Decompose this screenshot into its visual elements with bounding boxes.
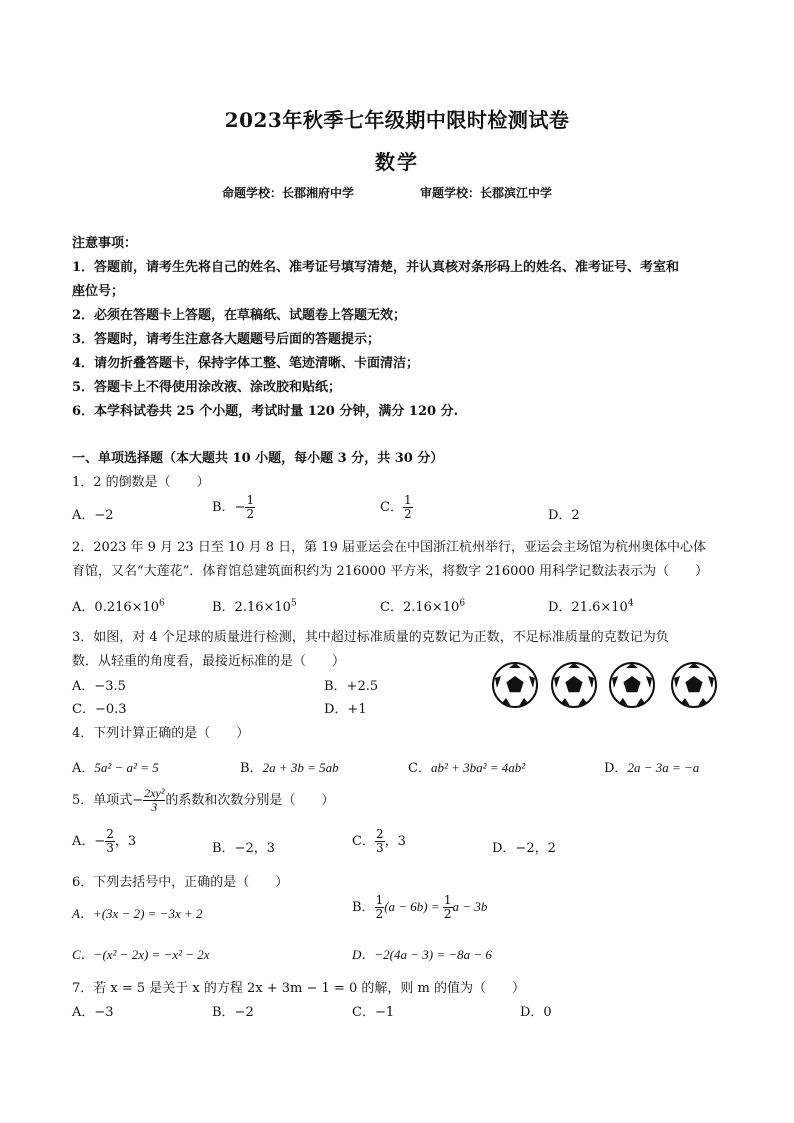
q7-option-d: D．0 (520, 1005, 552, 1020)
note-item: 6．本学科试卷共 25 个小题，考试时量 120 分钟，满分 120 分. (72, 404, 459, 419)
soccer-ball-icon (552, 663, 596, 707)
q6-option-c: C．−(x² − 2x) = −x² − 2x (72, 947, 210, 962)
q2-option-c: C．$2.16\times 10^6$ (380, 598, 466, 615)
q1-option-c: C． $\frac{1}{2}$ (380, 493, 412, 521)
exam-subject: 数学 (375, 150, 419, 174)
q3-option-b: B．+2.5 (324, 679, 379, 694)
question-5-stem: 5．单项式− $\frac{\text{2xy²}}{3}$ 的系数和次数分别是（ ） (72, 786, 335, 814)
note-item: 1．答题前，请考生先将自己的姓名、准考证号填写清楚，并认真核对条形码上的姓名、准考证号、考室和 (72, 260, 680, 275)
question-3-line1: 3．如图，对 4 个足球的质量进行检测，其中超过标准质量的克数记为正数，不足标准质量的克数记为负 (72, 630, 669, 645)
question-4-stem: 4．下列计算正确的是（ ） (72, 726, 250, 741)
note-item: 座位号； (72, 284, 125, 299)
section-heading: 一、单项选择题（本大题共 10 小题，每小题 3 分，共 30 分） (72, 451, 444, 466)
soccer-balls-figure (490, 660, 730, 710)
question-1-stem: 1．2 的倒数是（ ） (72, 475, 210, 490)
note-item: 2．必须在答题卡上答题，在草稿纸、试题卷上答题无效； (72, 308, 407, 323)
q3-option-c: C．−0.3 (72, 702, 127, 717)
q4-option-d: D．2a − 3a = −a (604, 760, 700, 776)
q4-option-c: C．ab² + 3ba² = 4ab² (408, 760, 526, 776)
soccer-ball-icon (610, 663, 654, 707)
q7-option-c: C．−1 (352, 1005, 395, 1020)
reviewer-school: 审题学校：长郡滨江中学 (420, 186, 553, 200)
q4-option-a: A．5a² − a² = 5 (72, 760, 159, 776)
question-6-stem: 6．下列去括号中，正确的是（ ） (72, 875, 289, 890)
q6-option-a: A．+(3x − 2) = −3x + 2 (72, 906, 203, 921)
soccer-ball-icon (493, 663, 537, 707)
q6-option-b: B． $\frac{1}{2}$ (a − 6b) = $\frac{1}{2}$ a − 3b (352, 893, 488, 921)
q6-option-d: D．−2(4a − 3) = −8a − 6 (352, 947, 492, 962)
question-2-line1: 2．2023 年 9 月 23 日至 10 月 8 日，第 19 届亚运会在中国浙江杭州举行，亚运会主场馆为杭州奥体中心体 (72, 540, 706, 555)
setter-school: 命题学校：长郡湘府中学 (222, 186, 355, 200)
q5-option-d: D．−2，2 (492, 841, 556, 856)
q4-option-b: B．2a + 3b = 5ab (240, 760, 339, 776)
q2-option-b: B．$2.16\times 10^5$ (212, 598, 297, 615)
q2-option-a: A．$0.216\times 10^6$ (72, 598, 165, 615)
q5-option-b: B．−2，3 (212, 841, 275, 856)
q5-option-c: C． $\frac{2}{3}$ ，3 (352, 827, 406, 855)
q3-option-a: A．−3.5 (72, 679, 126, 694)
notes-heading: 注意事项： (72, 236, 138, 251)
q7-option-b: B．−2 (212, 1005, 254, 1020)
q2-option-d: D．$21.6\times 10^4$ (548, 598, 634, 615)
soccer-ball-icon (672, 663, 716, 707)
note-item: 5．答题卡上不得使用涂改液、涂改胶和贴纸； (72, 380, 342, 395)
question-2-line2: 育馆，又名“大莲花”．体育馆总建筑面积约为 216000 平方米，将数字 216000 用科学记数法表示为（ ） (72, 564, 709, 579)
q5-option-a: A．− $\frac{2}{3}$ ，3 (72, 827, 137, 855)
note-item: 4．请勿折叠答题卡，保持字体工整、笔迹清晰、卡面清洁； (72, 356, 420, 371)
note-item: 3．答题时，请考生注意各大题题号后面的答题提示； (72, 332, 381, 347)
q1-option-a: A．−2 (72, 508, 114, 523)
q7-option-a: A．−3 (72, 1005, 114, 1020)
q1-option-d: D．2 (548, 508, 580, 523)
exam-title: 2023年秋季七年级期中限时检测试卷 (224, 108, 570, 132)
q3-option-d: D．+1 (324, 702, 367, 717)
q1-option-b: B．− $\frac{1}{2}$ (212, 493, 255, 521)
question-7-stem: 7．若 x = 5 是关于 x 的方程 2x + 3m − 1 = 0 的解，则 m 的值为（ ） (72, 981, 525, 996)
question-3-line2: 数．从轻重的角度看，最接近标准的是（ ） (72, 654, 346, 669)
